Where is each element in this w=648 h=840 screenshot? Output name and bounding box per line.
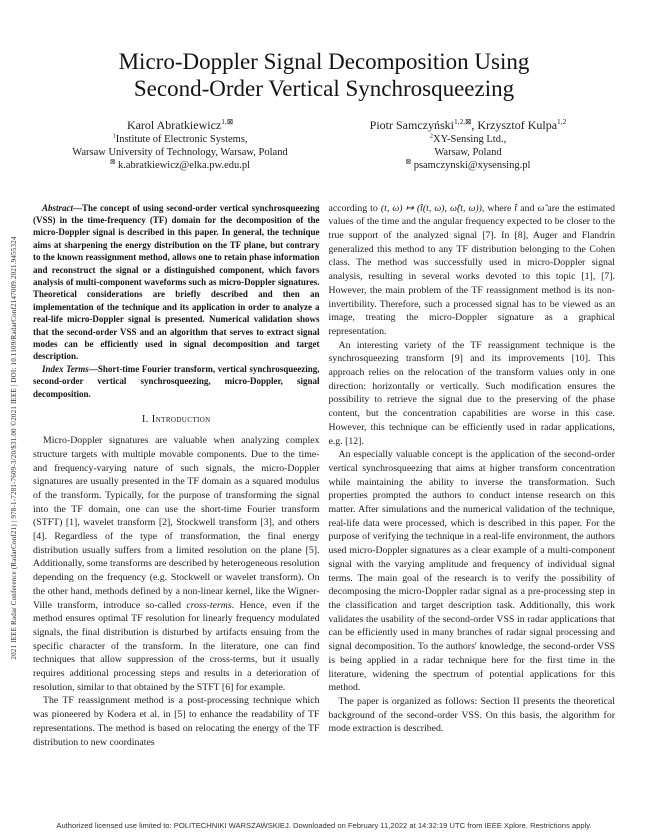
right-column xyxy=(329,202,616,750)
author-footnote-marker: 1,⊠ xyxy=(221,117,234,126)
author-affiliation-line: Warsaw University of Technology, Warsaw, Poland xyxy=(72,147,288,159)
author-name: Piotr Samczyński xyxy=(369,118,454,132)
author-email-line xyxy=(36,159,324,172)
author-affiliation-line: Warsaw, Poland xyxy=(434,147,502,159)
copyright-sidebar-text: 2021 IEEE Radar Conference (RadarConf21) | 978-1-7281-7609-3/20/$31.00 ©2021 IEEE | DOI: 10.1109/RadarConf2147009.2021.9455324 xyxy=(10,236,18,660)
author-affiliation: Institute of Electronic Systems, xyxy=(115,134,248,145)
abstract-label: Abstract xyxy=(42,202,74,213)
paper-organization-paragraph: The paper is organized as follows: Section II presents the theoretical background of the second-order VSS. On this basis, the algorithm for mode extraction is described. xyxy=(328,695,615,735)
envelope-icon: ⊠ xyxy=(405,158,412,166)
author-name-separator: , xyxy=(471,118,478,132)
time-estimate-symbol: t̂ xyxy=(514,202,518,214)
title-line-1: Micro-Doppler Signal Decomposition Using xyxy=(118,49,530,74)
author-email-line xyxy=(324,159,612,172)
author-name-line-left xyxy=(36,118,324,133)
author-name: Krzysztof Kulpa xyxy=(477,118,558,132)
author-block-left xyxy=(36,118,324,173)
second-order-vss-paragraph: An especially valuable concept is the application of the second-order vertical synchrosqueezing that aims at higher transform concentration while maintaining the ability to inverse the transformation. Such properties prompted the authors to conduct intense research on this matter. After simulations and the numerical validation of the technique, real-life data were processed, which is described in this paper. For the purpose of verifying the technique in a real-life environment, the authors used micro-Doppler signatures as a clear example of a multi-component signal with the varying amplitude and frequency of individual signal terms. The main goal of the research is to verify the possibility of decomposing the micro-Doppler radar signal as a pre-processing step in the classification and target description task. Additionally, this work validates the usability of the second-order VSS in radar applications that can be efficiently used in many branches of radar signal processing and signal decomposition. To the authors' knowledge, the second-order VSS is being applied in a radar technique here for the first time in the literature, widening the spectrum of potential applications for this method. xyxy=(328,449,615,694)
authors-block xyxy=(0,118,648,173)
intro-paragraph-1 xyxy=(33,434,320,694)
cross-terms-emphasis: cross-terms xyxy=(186,599,232,611)
left-column xyxy=(33,202,320,750)
author-name-line-right xyxy=(324,118,612,133)
author-affiliation-line xyxy=(324,133,612,146)
synchrosqueezing-paragraph: An interesting variety of the TF reassignment technique is the synchrosqueezing transform [9] and its improvements [10]. This approach relies on the relocation of the transform values only in one direction: horizontally or vertically. Such modification ensures the possibility to retrieve the signal due to the preserving of the phase content, but the concentration capabilities are worse in this case. However, this technique can be efficiently used in radar applications, e.g. [12]. xyxy=(328,339,615,447)
envelope-icon: ⊠ xyxy=(109,158,116,166)
paragraph-text: . Hence, even if the method ensures optimal TF resolution for linearly frequency modulated signals, the final distribution is disturbed by artifacts ensuing from the specific character of the transform. In the literature, one can find techniques that allow suppression of the cross-terms, but it usually requires additional processing steps and results in a deterioration of resolution, similar to that obtained by the STFT [6] for example. xyxy=(33,599,320,693)
footer-license-text: Authorized licensed use limited to: POLITECHNIKI WARSZAWSKIEJ. Downloaded on February 11,2022 at 14:32:19 UTC from IEEE Xplore. Restrictions apply. xyxy=(56,821,592,830)
section-heading-introduction: I. Introduction xyxy=(141,414,211,426)
author-footnote-marker: 1,2,⊠ xyxy=(454,117,472,126)
author-affiliation-line xyxy=(36,133,324,146)
index-terms-text: —Short-time Fourier transform, vertical synchrosqueezing, second-order vertical synchrosqueezing, micro-Doppler, signal decomposition. xyxy=(33,363,320,399)
paragraph-text: are the estimated values of the time and the angular frequency expected to be closer to the true support of the analyzed signal [7]. In [8], Auger and Flandrin generalized this method to any TF distribution belonging to the Cohen class. The method was successfully used in micro-Doppler signal analysis, resulting in several works devoted to this topic [1], [7]. However, the main problem of the TF reassignment method is its non-invertibility. Therefore, such a processed signal has to be viewed as an image, treating the micro-Doppler signature as a graphical representation. xyxy=(328,202,616,337)
author-affiliation: XY-Sensing Ltd., xyxy=(433,134,507,145)
two-column-body xyxy=(0,202,648,750)
title-line-2: Second-Order Vertical Synchrosqueezing xyxy=(133,76,515,101)
index-terms-label: Index Terms xyxy=(42,363,89,374)
paragraph-text: Micro-Doppler signatures are valuable when analyzing complex structure targets with multiple movable components. Due to the time- and frequency-varying nature of such signals, the micro-Doppler signatures are usually presented in the TF domain as a squared modulus of the transform. Typically, for the purpose of transforming the signal into the TF domain, one can use the short-time Fourier transform (STFT) [1], wavelet transform [2], Stockwell transform [3], and others [4]. Regardless of the type of transformation, the final energy distribution usually suffers from a limited resolution on the plane [5]. Additionally, some transforms are described by heterogeneous resolution depending on the frequency (e.g. Stockwell or wavelet transform). On the other hand, methods defined by a non-linear kernel, like the Wigner-Ville transform, introduce so-called xyxy=(33,435,320,611)
author-email: k.abratkiewicz@elka.pw.edu.pl xyxy=(115,160,251,172)
paragraph-text: according to xyxy=(328,202,381,214)
index-terms-paragraph xyxy=(33,363,320,400)
paper-title xyxy=(0,0,648,102)
paragraph-text: , where xyxy=(481,202,515,214)
affiliation-footnote-marker: 2 xyxy=(429,132,434,140)
affiliation-footnote-marker: 1 xyxy=(112,132,116,140)
abstract-text: —The concept of using second-order vertical synchrosqueezing (VSS) in the time-frequency (TF) domain for the decomposition of the micro-Doppler signal is described in this paper. In general, the technique aims at sharpening the energy distribution on the TF plane, but contrary to the known reassignment method, allows one to retain phase information and reconstruct the signal or a distinguished component, which favors analysis of multi-component waveforms such as micro-Doppler signatures. Theoretical considerations are briefly described and then an implementation of the technique and its application in order to analyze a real-life micro-Doppler signal is presented. Numerical validation shows that the second-order VSS and an algorithm that serves to extract signal modes can be efficiently used in signal decomposition and target description. xyxy=(33,202,320,362)
abstract-paragraph xyxy=(33,202,320,363)
author-email: psamczynski@xysensing.pl xyxy=(411,160,531,172)
author-block-right xyxy=(324,118,612,173)
author-name: Karol Abratkiewicz xyxy=(126,118,222,132)
intro-paragraph-2: The TF reassignment method is a post-processing technique which was pioneered by Kodera et al. in [5] to enhance the readability of TF representations. The method is based on relocating the energy of the TF distribution to new coordinates xyxy=(33,695,320,748)
continuation-paragraph xyxy=(329,202,616,339)
paragraph-text: and xyxy=(517,202,538,214)
reassignment-mapping-formula: (t, ω) ↦ (t̂(t, ω), ω̂(t, ω)) xyxy=(380,202,482,214)
author-footnote-marker: 1,2 xyxy=(557,117,567,126)
frequency-estimate-symbol: ω̂ xyxy=(537,202,545,214)
